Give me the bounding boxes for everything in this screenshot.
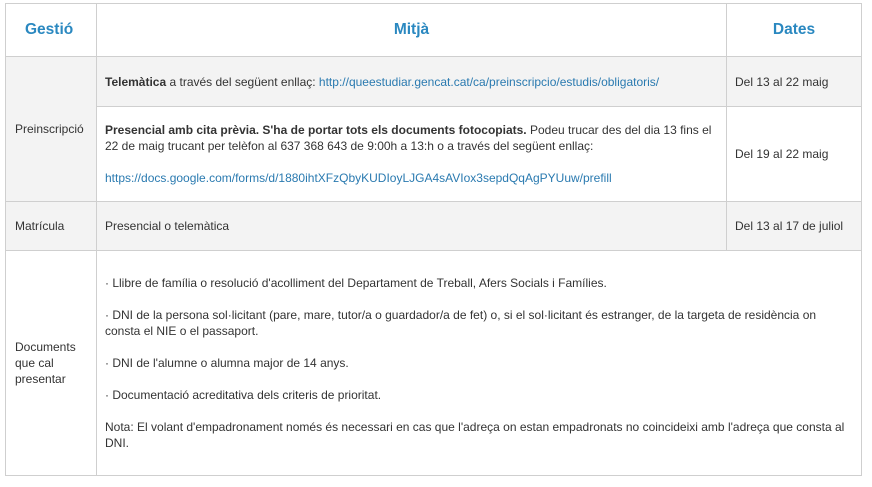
presencial-cell	[97, 107, 727, 202]
preinscripcio-row-telematica	[6, 57, 862, 107]
telematica-bold: Telemàtica	[105, 74, 167, 89]
document-item-criteris: · Documentació acreditativa dels criteris de prioritat.	[105, 388, 382, 402]
documents-label: Documents que cal presentar	[6, 251, 97, 476]
enrolment-table	[5, 3, 862, 476]
documents-list	[97, 251, 862, 476]
telematica-text: a través del següent enllaç:	[166, 74, 319, 89]
header-row	[6, 4, 862, 57]
documents-row	[6, 251, 862, 476]
header-mitja: Mitjà	[97, 4, 727, 57]
presencial-text: Podeu trucar des del dia 13 fins el 22 de maig trucant per telèfon al 637 368 643 de 9:00h a 13:h o a través del següent enllaç:	[105, 123, 712, 153]
matricula-row	[6, 202, 862, 251]
matricula-date: Del 13 al 17 de juliol	[727, 202, 862, 251]
document-item-dni-sollicitant: · DNI de la persona sol·licitant (pare, mare, tutor/a o guardador/a de fet) o, si el sol·licitant és estranger, de la targeta de residència on consta el NIE o el passaport.	[105, 308, 817, 338]
telematica-cell	[97, 57, 727, 107]
presencial-bold: Presencial amb cita prèvia. S'ha de portar tots els documents fotocopiats.	[105, 123, 527, 137]
document-note: Nota: El volant d'empadronament només és necessari en cas que l'adreça on estan empadronats no coincideixi amb l'adreça que consta al DNI.	[105, 420, 845, 450]
document-item-llibre: · Llibre de família o resolució d'acolliment del Departament de Treball, Afers Socials i Famílies.	[105, 276, 607, 290]
header-gestio: Gestió	[6, 4, 97, 57]
queestudiar-link[interactable]: http://queestudiar.gencat.cat/ca/preinscripcio/estudis/obligatoris/	[318, 74, 660, 89]
telematica-date: Del 13 al 22 maig	[727, 57, 862, 107]
preinscripcio-row-presencial	[6, 107, 862, 202]
matricula-text: Presencial o telemàtica	[97, 202, 727, 251]
header-dates: Dates	[727, 4, 862, 57]
preinscripcio-label: Preinscripció	[6, 57, 97, 202]
matricula-label: Matrícula	[6, 202, 97, 251]
document-item-dni-alumne: · DNI de l'alumne o alumna major de 14 anys.	[105, 356, 349, 370]
presencial-date: Del 19 al 22 maig	[727, 107, 862, 202]
google-form-link[interactable]: https://docs.google.com/forms/d/1880ihtXFzQbyKUDIoyLJGA4sAVIox3sepdQqAgPYUuw/prefill	[105, 171, 612, 185]
